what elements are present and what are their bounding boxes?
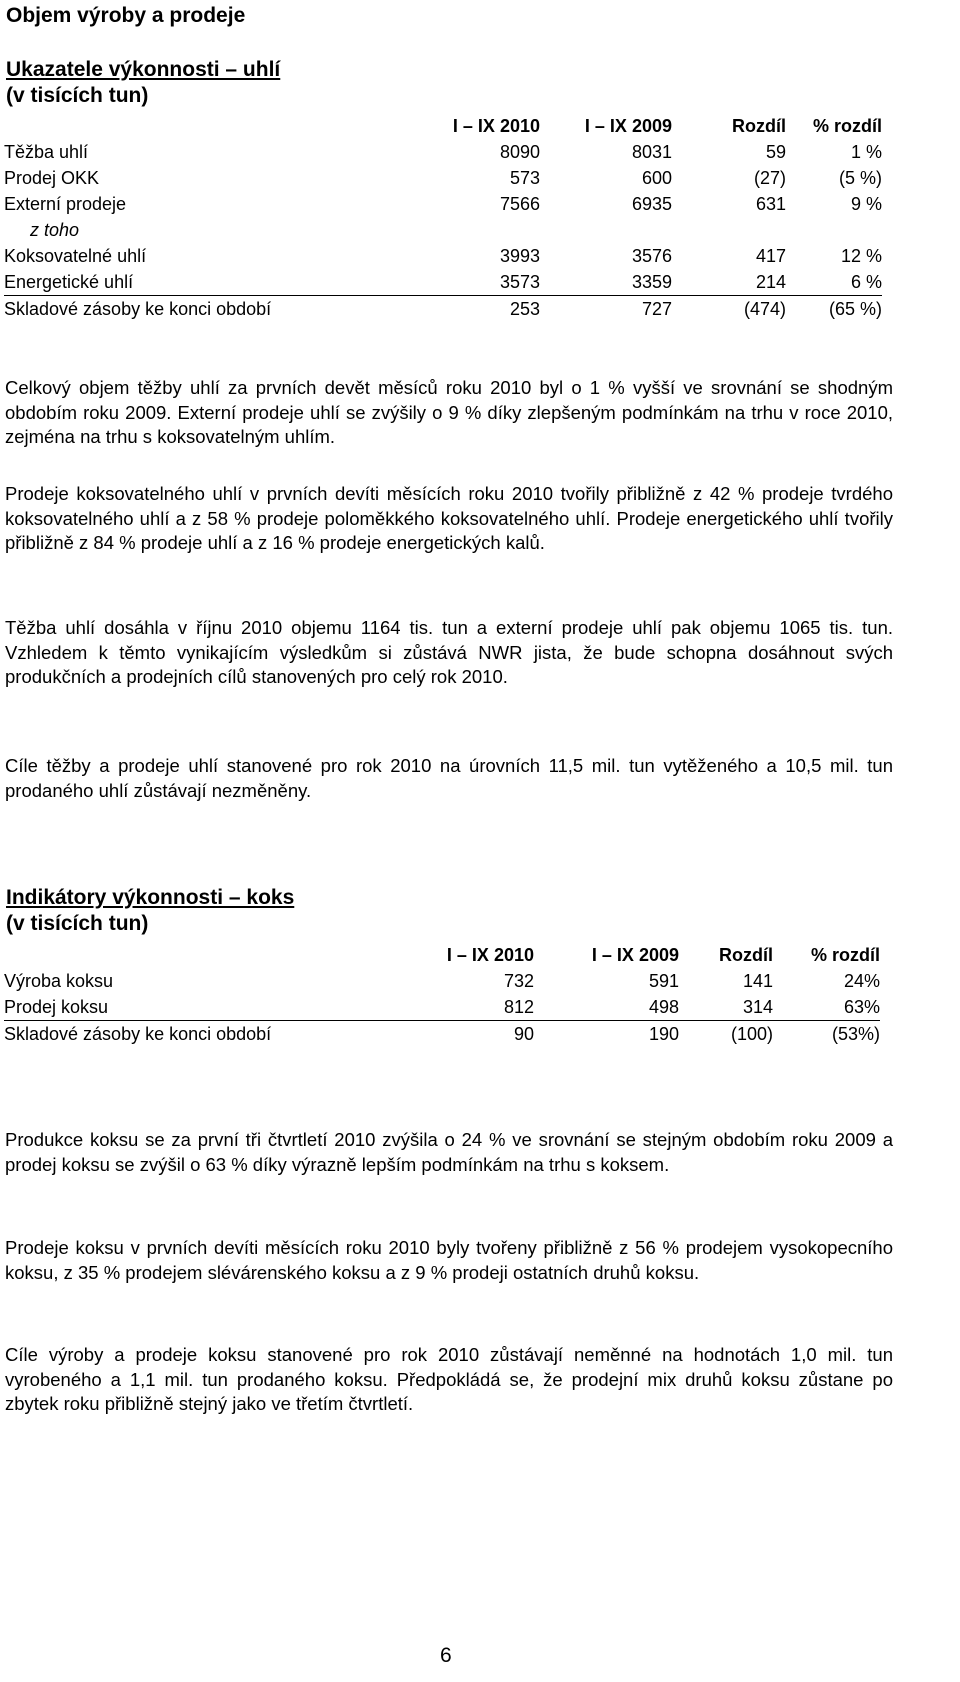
cell: 8090	[499, 142, 540, 162]
col-header: Rozdíl	[732, 116, 786, 136]
coke-paragraph-3: Cíle výroby a prodeje koksu stanovené pro rok 2010 zůstávají neměnné na hodnotách 1,0 mil. tun vyrobeného a 1,1 mil. tun prodaného koksu. Předpokládá se, že prodejní mix druhů koksu zůstane po zbytek roku přibližně stejný jako ve třetím čtvrtletí.	[5, 1344, 893, 1414]
row-label: Prodej OKK	[4, 168, 100, 188]
row-label: Externí prodeje	[4, 194, 127, 214]
cell: 3359	[540, 269, 672, 296]
cell: 214	[672, 269, 786, 296]
row-label: Skladové zásoby ke konci období	[4, 299, 272, 319]
table-row	[4, 217, 882, 243]
cell: 63%	[773, 994, 880, 1021]
cell: (65 %)	[828, 299, 882, 319]
cell: 573	[509, 168, 540, 188]
row-label: Koksovatelné uhlí	[4, 246, 147, 266]
cell: 314	[679, 994, 773, 1021]
cell: 6935	[631, 194, 672, 214]
cell: 253	[509, 299, 540, 319]
cell: 3576	[631, 246, 672, 266]
row-label: Těžba uhlí	[4, 142, 89, 162]
table-row	[4, 994, 880, 1021]
coal-paragraph-3: Těžba uhlí dosáhla v říjnu 2010 objemu 1164 tis. tun a externí prodeje uhlí pak objemu 1065 tis. tun. Vzhledem k těmto vynikajícím výsledkům si zůstává NWR jista, že bude schopna dosáhnout svých produkčních a prodejních cílů stanovených pro celý rok 2010.	[5, 617, 893, 687]
cell: 732	[503, 971, 534, 991]
cell: 190	[648, 1024, 679, 1044]
coal-heading: Ukazatele výkonnosti – uhlí	[6, 58, 281, 81]
page-title: Objem výroby a prodeje	[6, 4, 246, 27]
col-header: I – IX 2010	[446, 945, 534, 965]
cell: (53%)	[831, 1024, 880, 1044]
table-row	[4, 1021, 880, 1048]
cell: 812	[364, 994, 534, 1021]
table-row	[4, 269, 882, 296]
coal-table-header	[4, 113, 882, 139]
cell: 9 %	[850, 194, 882, 214]
cell: 8031	[631, 142, 672, 162]
cell: 24%	[843, 971, 880, 991]
coke-paragraph-2: Prodeje koksu v prvních devíti měsících roku 2010 byly tvořeny přibližně z 56 % prodejem vysokopecního koksu, z 35 % prodejem slévárenského koksu a z 9 % prodeji ostatních druhů koksu.	[5, 1237, 893, 1283]
coal-unit: (v tisících tun)	[6, 84, 149, 107]
table-row	[4, 968, 880, 994]
cell: 1 %	[850, 142, 882, 162]
coke-unit: (v tisících tun)	[6, 912, 149, 935]
col-header: I – IX 2010	[452, 116, 540, 136]
coke-heading: Indikátory výkonnosti – koks	[6, 886, 295, 909]
col-header: I – IX 2009	[591, 945, 679, 965]
cell: (474)	[743, 299, 786, 319]
cell: 12 %	[840, 246, 882, 266]
row-label: Prodej koksu	[4, 994, 364, 1021]
cell: 59	[765, 142, 786, 162]
cell: 3993	[499, 246, 540, 266]
row-label: Skladové zásoby ke konci období	[4, 1024, 272, 1044]
cell: (27)	[753, 168, 786, 188]
table-row	[4, 191, 882, 217]
cell: 631	[755, 194, 786, 214]
cell: (5 %)	[838, 168, 882, 188]
col-header: Rozdíl	[719, 945, 773, 965]
cell: 591	[648, 971, 679, 991]
col-header: % rozdíl	[812, 116, 882, 136]
coal-paragraph-2: Prodeje koksovatelného uhlí v prvních devíti měsících roku 2010 tvořily přibližně z 42 % prodeje tvrdého koksovatelného uhlí a z 58 % prodeje poloměkkého koksovatelného uhlí. Prodeje energetického uhlí tvořily přibližně z 84 % prodeje uhlí a z 16 % prodeje energetických kalů.	[5, 483, 893, 553]
row-label: Energetické uhlí	[4, 269, 364, 296]
table-row	[4, 139, 882, 165]
cell: 417	[755, 246, 786, 266]
cell: 7566	[499, 194, 540, 214]
row-label: Výroba koksu	[4, 971, 114, 991]
coal-paragraph-1: Celkový objem těžby uhlí za prvních devět měsíců roku 2010 byl o 1 % vyšší ve srovnání se shodným obdobím roku 2009. Externí prodeje uhlí se zvýšily o 9 % díky zlepšeným podmínkám na trhu v roce 2010, zejména na trhu s koksovatelným uhlím.	[5, 377, 893, 447]
coke-paragraph-1: Produkce koksu se za první tři čtvrtletí 2010 zvýšila o 24 % ve srovnání se stejným obdobím roku 2009 a prodej koksu se zvýšil o 63 % díky výrazně lepším podmínkám na trhu s koksem.	[5, 1129, 893, 1175]
col-header: % rozdíl	[810, 945, 880, 965]
cell: 727	[641, 299, 672, 319]
table-row	[4, 165, 882, 191]
cell: 498	[534, 994, 679, 1021]
cell: 141	[742, 971, 773, 991]
page-number: 6	[440, 1644, 452, 1667]
coal-section-heading	[6, 57, 280, 109]
cell: (100)	[730, 1024, 773, 1044]
coal-table	[4, 113, 882, 322]
row-label: z toho	[30, 220, 80, 240]
cell: 6 %	[786, 269, 882, 296]
cell: 90	[513, 1024, 534, 1044]
coal-paragraph-4: Cíle těžby a prodeje uhlí stanovené pro rok 2010 na úrovních 11,5 mil. tun vytěženého a 10,5 mil. tun prodaného uhlí zůstávají nezměněny.	[5, 755, 893, 801]
cell: 3573	[364, 269, 540, 296]
coke-section-heading	[6, 885, 294, 937]
coke-table-header	[4, 942, 880, 968]
table-row	[4, 296, 882, 323]
coke-table	[4, 942, 880, 1047]
cell: 600	[641, 168, 672, 188]
col-header: I – IX 2009	[584, 116, 672, 136]
table-row	[4, 243, 882, 269]
